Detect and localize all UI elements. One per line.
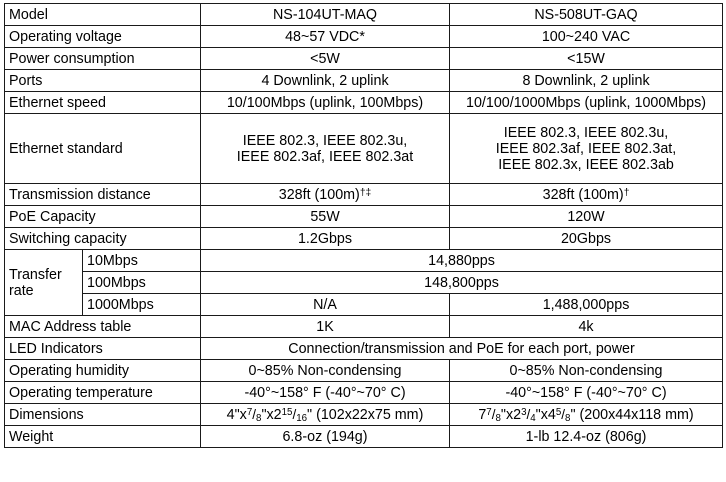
row-transfer-rate-100mbps bbox=[5, 272, 723, 294]
label-dimensions: Dimensions bbox=[5, 404, 201, 426]
label-transfer-rate bbox=[5, 250, 83, 316]
dimensions-model-a-part-1: 4"x bbox=[226, 406, 247, 423]
header-model-a: NS-104UT-MAQ bbox=[201, 4, 450, 26]
row-transmission-distance bbox=[5, 184, 723, 206]
label-transmission-distance: Transmission distance bbox=[5, 184, 201, 206]
value-transmission-distance-model-a bbox=[201, 184, 450, 206]
specification-comparison-table bbox=[4, 3, 723, 448]
dimensions-model-a-slash-2: / bbox=[292, 406, 297, 422]
label-poe-capacity: PoE Capacity bbox=[5, 206, 201, 228]
dimensions-model-b-slash-2: / bbox=[526, 406, 531, 422]
dimensions-model-b-part-2: "x2 bbox=[500, 406, 522, 423]
row-transfer-rate-1000mbps bbox=[5, 294, 723, 316]
transfer-rate-label-line-1: Transfer bbox=[9, 266, 62, 283]
label-ethernet-speed: Ethernet speed bbox=[5, 92, 201, 114]
value-led-indicators-both: Connection/transmission and PoE for each port, power bbox=[201, 338, 723, 360]
header-model-b: NS-508UT-GAQ bbox=[450, 4, 723, 26]
dimensions-model-b-numerator-2: 3 bbox=[521, 406, 527, 418]
value-operating-voltage-model-a: 48~57 VDC* bbox=[201, 26, 450, 48]
ethernet-standard-model-b-line-1: IEEE 802.3, IEEE 802.3u, bbox=[503, 124, 669, 141]
label-led-indicators: LED Indicators bbox=[5, 338, 201, 360]
dimensions-model-b-part-1: 7 bbox=[478, 406, 487, 423]
row-led-indicators bbox=[5, 338, 723, 360]
value-mac-address-table-model-b: 4k bbox=[450, 316, 723, 338]
header-model-label: Model bbox=[5, 4, 201, 26]
label-operating-humidity: Operating humidity bbox=[5, 360, 201, 382]
row-transfer-rate-10mbps bbox=[5, 250, 723, 272]
transmission-distance-model-a-text: 328ft (100m) bbox=[278, 186, 360, 203]
ethernet-standard-model-a-line-2: IEEE 802.3af, IEEE 802.3at bbox=[236, 148, 414, 165]
row-switching-capacity bbox=[5, 228, 723, 250]
ethernet-standard-model-b-line-2: IEEE 802.3af, IEEE 802.3at, bbox=[495, 140, 677, 157]
value-switching-capacity-model-b: 20Gbps bbox=[450, 228, 723, 250]
label-operating-voltage: Operating voltage bbox=[5, 26, 201, 48]
value-mac-address-table-model-a: 1K bbox=[201, 316, 450, 338]
value-transfer-rate-1000mbps-model-a: N/A bbox=[201, 294, 450, 316]
dimensions-model-b-denominator-3: 8 bbox=[565, 412, 571, 424]
ethernet-standard-model-a-line-1: IEEE 802.3, IEEE 802.3u, bbox=[242, 132, 408, 149]
value-poe-capacity-model-a: 55W bbox=[201, 206, 450, 228]
dimensions-model-b-denominator-2: 4 bbox=[530, 412, 536, 424]
dimensions-model-b-part-3: "x4 bbox=[535, 406, 556, 423]
label-ethernet-standard: Ethernet standard bbox=[5, 114, 201, 184]
row-operating-voltage bbox=[5, 26, 723, 48]
dimensions-model-a-numerator-1: 7 bbox=[246, 406, 253, 418]
transfer-rate-label-line-2: rate bbox=[9, 282, 34, 299]
table-header-row bbox=[5, 4, 723, 26]
label-power-consumption: Power consumption bbox=[5, 48, 201, 70]
row-ports bbox=[5, 70, 723, 92]
dimensions-model-a-denominator-2: 16 bbox=[296, 412, 308, 424]
value-operating-humidity-model-a: 0~85% Non-condensing bbox=[201, 360, 450, 382]
dimensions-model-b-numerator-1: 7 bbox=[486, 406, 492, 418]
value-ethernet-speed-model-a: 10/100Mbps (uplink, 100Mbps) bbox=[201, 92, 450, 114]
value-weight-model-b: 1-lb 12.4-oz (806g) bbox=[450, 426, 723, 448]
row-operating-temperature bbox=[5, 382, 723, 404]
value-power-consumption-model-b: <15W bbox=[450, 48, 723, 70]
sublabel-transfer-rate-100mbps: 100Mbps bbox=[83, 272, 201, 294]
dimensions-model-a-part-3: " (102x22x75 mm) bbox=[307, 406, 424, 423]
value-transfer-rate-1000mbps-model-b: 1,488,000pps bbox=[450, 294, 723, 316]
value-switching-capacity-model-a: 1.2Gbps bbox=[201, 228, 450, 250]
dimensions-model-b-numerator-3: 5 bbox=[555, 406, 562, 418]
value-operating-temperature-model-b: -40°~158° F (-40°~70° C) bbox=[450, 382, 723, 404]
row-weight bbox=[5, 426, 723, 448]
value-ethernet-speed-model-b: 10/100/1000Mbps (uplink, 1000Mbps) bbox=[450, 92, 723, 114]
value-operating-temperature-model-a: -40°~158° F (-40°~70° C) bbox=[201, 382, 450, 404]
label-switching-capacity: Switching capacity bbox=[5, 228, 201, 250]
label-weight: Weight bbox=[5, 426, 201, 448]
value-ethernet-standard-model-b bbox=[450, 114, 723, 184]
row-poe-capacity bbox=[5, 206, 723, 228]
label-mac-address-table: MAC Address table bbox=[5, 316, 201, 338]
row-ethernet-standard bbox=[5, 114, 723, 184]
label-operating-temperature: Operating temperature bbox=[5, 382, 201, 404]
dimensions-model-b-slash-3: / bbox=[561, 406, 566, 422]
dimensions-model-a-slash-1: / bbox=[252, 406, 257, 422]
row-mac-address-table bbox=[5, 316, 723, 338]
value-ethernet-standard-model-a bbox=[201, 114, 450, 184]
row-operating-humidity bbox=[5, 360, 723, 382]
dimensions-model-a-denominator-1: 8 bbox=[256, 412, 262, 424]
dimensions-model-a-numerator-2: 15 bbox=[281, 406, 293, 418]
dimensions-model-a-part-2: "x2 bbox=[261, 406, 282, 423]
row-ethernet-speed bbox=[5, 92, 723, 114]
transmission-distance-model-b-text: 328ft (100m) bbox=[542, 186, 624, 203]
value-ports-model-b: 8 Downlink, 2 uplink bbox=[450, 70, 723, 92]
dimensions-model-b-denominator-1: 8 bbox=[495, 412, 501, 424]
transmission-distance-model-a-footnote-marker: †‡ bbox=[359, 186, 372, 198]
value-poe-capacity-model-b: 120W bbox=[450, 206, 723, 228]
value-dimensions-model-a bbox=[201, 404, 450, 426]
ethernet-standard-model-b-line-3: IEEE 802.3x, IEEE 802.3ab bbox=[498, 156, 674, 173]
dimensions-model-b-part-4: " (200x44x118 mm) bbox=[570, 406, 694, 423]
value-dimensions-model-b bbox=[450, 404, 723, 426]
sublabel-transfer-rate-10mbps: 10Mbps bbox=[83, 250, 201, 272]
value-transmission-distance-model-b bbox=[450, 184, 723, 206]
dimensions-model-b-slash-1: / bbox=[491, 406, 496, 422]
label-ports: Ports bbox=[5, 70, 201, 92]
value-operating-humidity-model-b: 0~85% Non-condensing bbox=[450, 360, 723, 382]
sublabel-transfer-rate-1000mbps: 1000Mbps bbox=[83, 294, 201, 316]
value-transfer-rate-100mbps-both: 148,800pps bbox=[201, 272, 723, 294]
value-operating-voltage-model-b: 100~240 VAC bbox=[450, 26, 723, 48]
transmission-distance-model-b-footnote-marker: † bbox=[623, 186, 630, 198]
value-ports-model-a: 4 Downlink, 2 uplink bbox=[201, 70, 450, 92]
row-power-consumption bbox=[5, 48, 723, 70]
value-power-consumption-model-a: <5W bbox=[201, 48, 450, 70]
row-dimensions bbox=[5, 404, 723, 426]
value-transfer-rate-10mbps-both: 14,880pps bbox=[201, 250, 723, 272]
value-weight-model-a: 6.8-oz (194g) bbox=[201, 426, 450, 448]
